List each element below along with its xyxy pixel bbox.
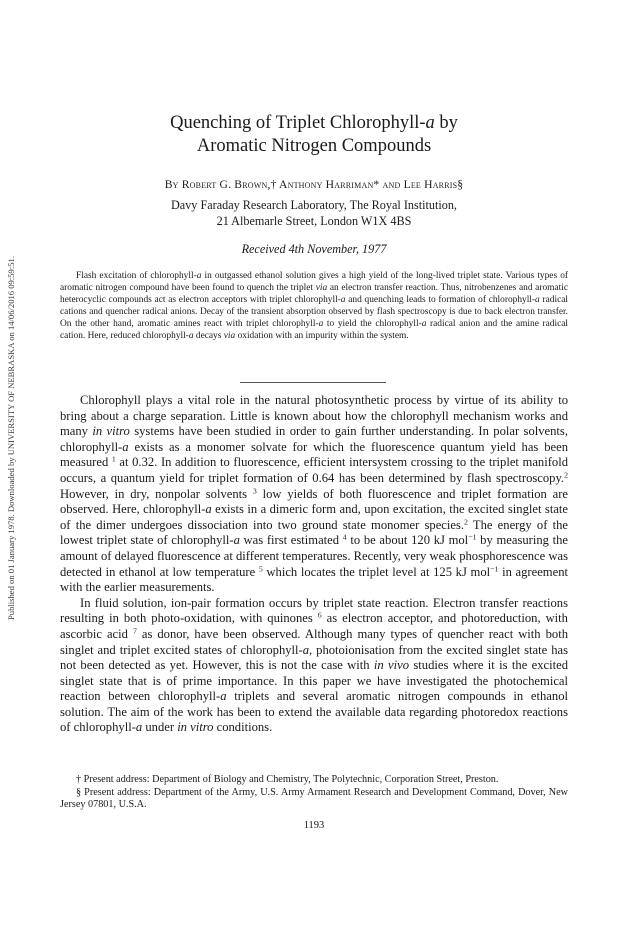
ref-1: 1	[111, 454, 116, 464]
ref-2: 2	[564, 470, 568, 480]
received-date: Received 4th November, 1977	[241, 242, 387, 256]
ref-6: 6	[317, 610, 322, 620]
footnotes	[60, 774, 568, 812]
page-number: 1193	[303, 820, 325, 831]
paragraph-1: Chlorophyll plays a vital role in the natural photosynthetic process by virtue of its ability to bring about a charge separation. Little is known about how the chlorophyll mechanism works and many in vitro systems have been studied in order to gain further understanding. In polar solvents, chlorophyll-a exists as a monomer solvate for which the fluorescence quantum yield has been measured $^1$ at 0.32. In addition to fluorescence, efficient intersystem crossing to the triplet manifold occurs, a quantum yield for triplet formation of 0.64 has been determined by flash spectroscopy.$^2$ However, in dry, nonpolar solvents $^3$ low yields of both fluorescence and triplet formation are observed. Here, chlorophyll-a exists in a dimeric form and, upon excitation, the excited singlet state of the dimer undergoes dissociation into two ground state monomer species.$^2$ The energy of the lowest triplet state of chlorophyll-a was first estimated $^4$ to be about 120 kJ mol$^{-1}$ by measuring the amount of delayed fluorescence at different temperatures. Recently, very weak phosphorescence was detected in ethanol at low temperature $^5$ which locates the triplet level at 125 kJ mol$^{-1}$ in agreement with the earlier measurements.	[60, 393, 569, 595]
ref-5: 5	[258, 563, 263, 573]
author-brown: Robert G. Brown,	[181, 178, 271, 191]
author-harris: Lee Harris	[403, 178, 458, 191]
download-watermark	[6, 120, 18, 620]
footnote-section: § Present address: Department of the Army, U.S. Army Armament Research and Development Command, Dover, New Jersey 07801, U.S.A.	[60, 786, 568, 811]
section-divider	[240, 382, 386, 383]
paragraph-2: In fluid solution, ion-pair formation occurs by triplet state reaction. Electron transfer reactions resulting in both photo-oxidation, with quinones $^6$ as electron acceptor, and photoreduction, with ascorbic acid $^7$ as donor, have been observed. Although many types of quencher react with both singlet and triplet excited states of chlorophyll-a, photoionisation from the excited singlet state has not been detected as yet. However, this is not the case with in vivo studies where it is the excited singlet state that is of prime importance. In this paper we have investigated the photochemical reaction between chlorophyll-a triplets and several aromatic nitrogen compounds in ethanol solution. The aim of the work has been to extend the available data regarding photoredox reactions of chlorophyll-a under in vitro conditions.	[60, 595, 568, 735]
download-watermark-text: Published on 01 January 1978. Downloaded by UNIVERSITY OF NEBRASKA on 14/06/2016 09:59:51.	[6, 256, 16, 620]
body-text	[60, 393, 568, 736]
ref-3: 3	[252, 485, 257, 495]
title-line-1: Quenching of Triplet Chlorophyll-a by	[170, 113, 458, 133]
title-line-2: Aromatic Nitrogen Compounds	[196, 136, 432, 156]
author-line: By Robert G. Brown,† Anthony Harriman* and Lee Harris§	[164, 178, 464, 191]
ref-7: 7	[132, 626, 137, 636]
article-title	[60, 112, 568, 158]
abstract: Flash excitation of chlorophyll-a in outgassed ethanol solution gives a high yield of the long-lived triplet state. Various types of aromatic nitrogen compound have been found to quench the triplet via an electron transfer reaction. Thus, nitrobenzenes and aromatic heterocyclic compounds act as electron acceptors with triplet chlorophyll-a and quenching leads to formation of chlorophyll-a radical cations and quencher radical anions. Decay of the transient absorption observed by flash spectroscopy is due to back electron transfer. On the other hand, aromatic amines react with triplet chlorophyll-a to yield the chlorophyll-a radical anion and the amine radical cation. Here, reduced chlorophyll-a decays via oxidation with an impurity within the system.	[60, 271, 569, 341]
author-harriman: Anthony Harriman	[276, 178, 374, 191]
ref-4: 4	[342, 532, 347, 542]
affiliation: Davy Faraday Research Laboratory, The Royal Institution, 21 Albemarle Street, London W1X 4BS	[171, 198, 457, 228]
footnote-dagger: † Present address: Department of Biology and Chemistry, The Polytechnic, Corporation Street, Preston.	[76, 774, 499, 785]
